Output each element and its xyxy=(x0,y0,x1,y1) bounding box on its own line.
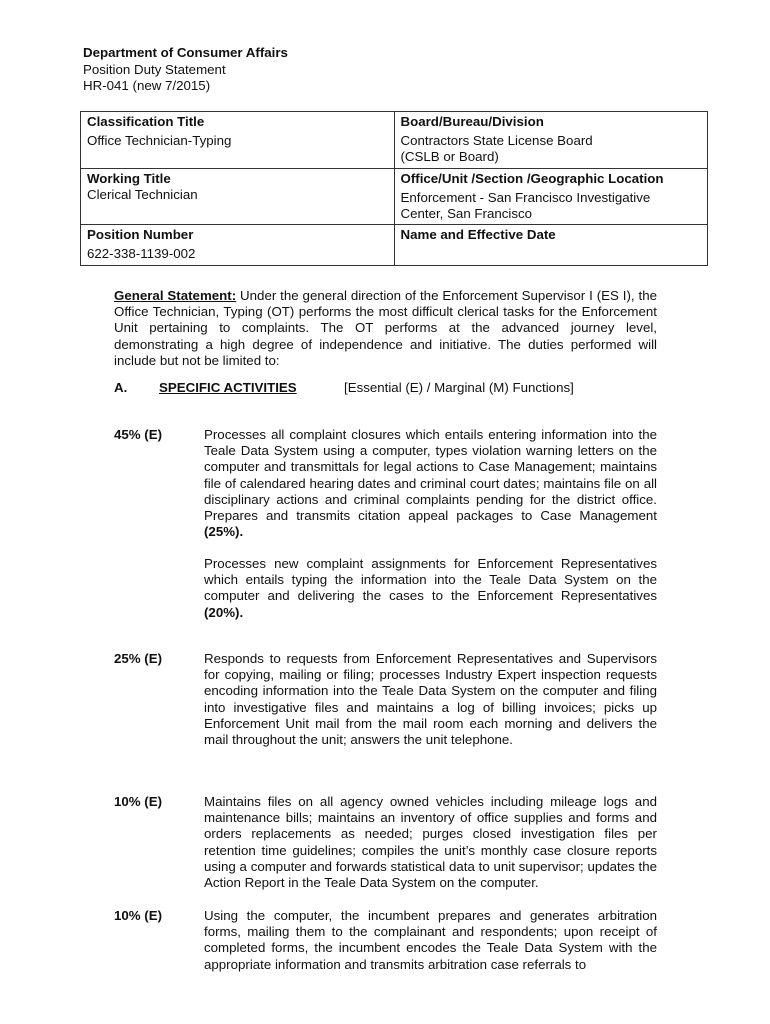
duty-percent: 25% (E) xyxy=(114,651,163,666)
duty-text: Processes all complaint closures which entails entering information into the Teale Data System using a computer, types violation warning letters on the computer and transmittals for legal actions to Case Management; maintains file of calendared hearing dates and criminal court dates; maintains file on all disciplinary actions and criminal complaints pending for the district office. Prepares and transmits citation appeal packages to Case Management xyxy=(204,427,657,524)
section-letter: A. xyxy=(114,380,128,395)
position-number-cell xyxy=(81,225,395,265)
office-value-line2: Center, San Francisco xyxy=(400,206,533,222)
board-label: Board/Bureau/Division xyxy=(400,114,544,129)
general-statement xyxy=(114,288,657,369)
general-statement-text: Under the general direction of the Enforcement Supervisor I (ES I), the Office Technician, Typing (OT) performs the most difficult clerical tasks for the Enforcement Unit pertaining to complaints. The OT performs at the advanced journey level, demonstrating a high degree of independence and initiative. The duties performed will include but not be limited to: xyxy=(114,288,657,368)
classification-title-label: Classification Title xyxy=(87,114,205,129)
document-header xyxy=(83,45,288,95)
name-date-cell xyxy=(394,225,708,265)
working-title-cell xyxy=(81,168,395,225)
duty-percent: 10% (E) xyxy=(114,794,163,809)
duty-paragraph: Using the computer, the incumbent prepares and generates arbitration forms, mailing them to the complainant and respondents; upon receipt of completed forms, the incumbent encodes the Teale Data System with the appropriate information and transmits arbitration case referrals to xyxy=(204,908,657,972)
position-info-table xyxy=(80,111,708,266)
form-number: HR-041 (new 7/2015) xyxy=(83,78,211,93)
document-title: Position Duty Statement xyxy=(83,61,226,77)
duty-percent: 45% (E) xyxy=(114,427,163,442)
position-number-value: 622-338-1139-002 xyxy=(87,246,196,262)
office-label: Office/Unit /Section /Geographic Location xyxy=(400,170,664,186)
working-title-value: Clerical Technician xyxy=(87,186,198,202)
board-cell xyxy=(394,112,708,169)
duty-paragraph xyxy=(204,556,657,621)
office-cell xyxy=(394,168,708,225)
name-date-label: Name and Effective Date xyxy=(400,227,556,243)
section-title: SPECIFIC ACTIVITIES xyxy=(159,380,297,395)
section-subtitle: [Essential (E) / Marginal (M) Functions] xyxy=(344,380,574,395)
duty-paragraph: Responds to requests from Enforcement Representatives and Supervisors for copying, mailing or filing; processes Industry Expert inspection requests encoding information into the Teale Data System on the computer and filing into investigative files and maintains a log of billing invoices; picks up Enforcement Unit mail from the mail room each morning and delivers the mail throughout the unit; answers the unit telephone. xyxy=(204,651,657,748)
duty-paragraph: Maintains files on all agency owned vehicles including mileage logs and maintenance bills; maintains an inventory of office supplies and forms and orders replacements as needed; purges closed investigation files per retention time guidelines; compiles the unit’s monthly case closure reports using a computer and forwards statistical data to unit supervisor; updates the Action Report in the Teale Data System on the computer. xyxy=(204,794,657,891)
duty-paragraph xyxy=(204,427,657,540)
duty-percent: 10% (E) xyxy=(114,908,163,923)
classification-title-value: Office Technician-Typing xyxy=(87,133,232,149)
board-value-line1: Contractors State License Board xyxy=(400,133,593,149)
general-statement-label: General Statement: xyxy=(114,288,237,303)
classification-title-cell xyxy=(81,112,395,169)
working-title-label: Working Title xyxy=(87,170,171,186)
position-number-label: Position Number xyxy=(87,227,194,243)
department-name: Department of Consumer Affairs xyxy=(83,45,288,60)
duty-percent-note: (20%). xyxy=(204,604,244,620)
office-value-line1: Enforcement - San Francisco Investigative xyxy=(400,189,651,205)
duty-percent-note: (25%). xyxy=(204,524,244,540)
duty-text: Processes new complaint assignments for Enforcement Representatives which entails typing the information into the Teale Data System on the computer and delivering the cases to the Enforcement Representatives xyxy=(204,556,657,604)
board-value-line2: (CSLB or Board) xyxy=(400,149,499,165)
